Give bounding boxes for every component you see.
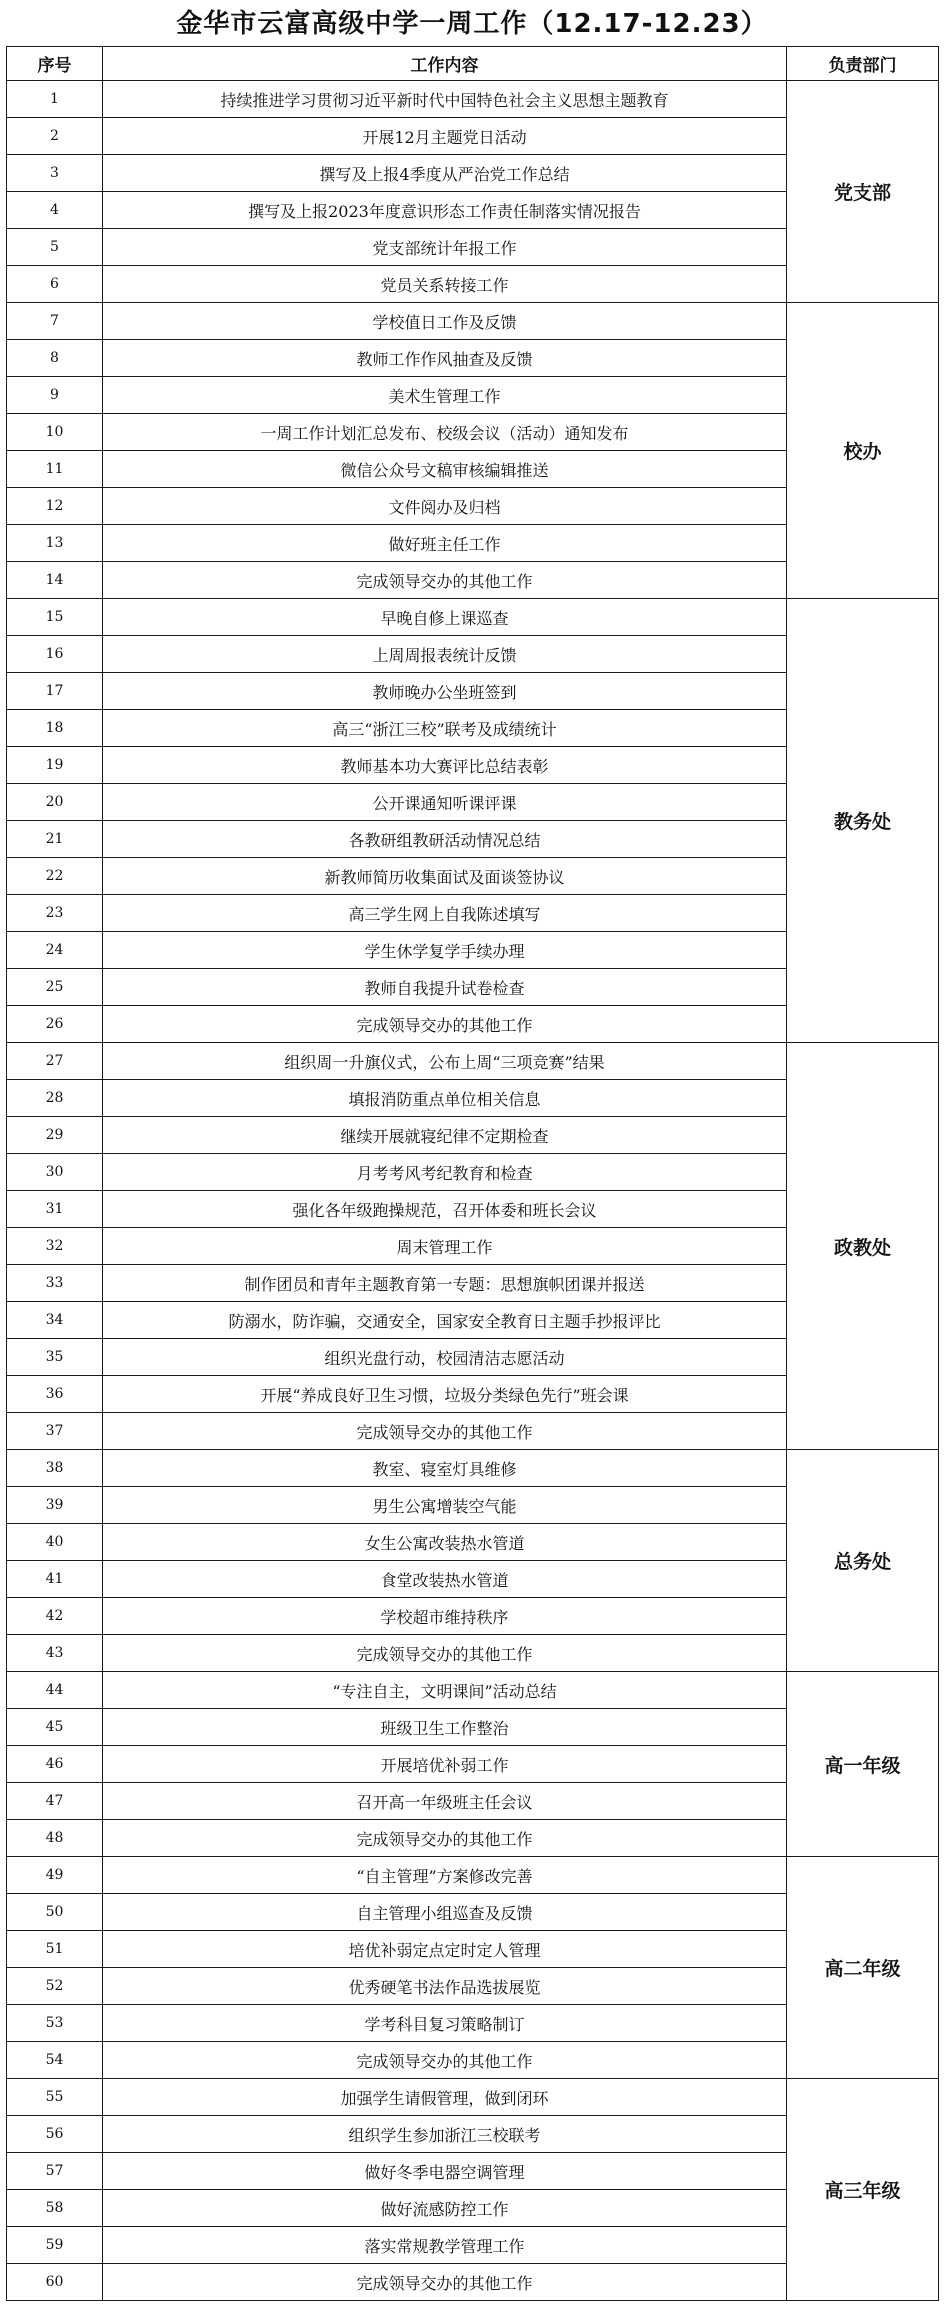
task-cell: 新教师简历收集面试及面谈签协议 [103,858,787,895]
task-cell: 强化各年级跑操规范，召开体委和班长会议 [103,1191,787,1228]
row-number: 38 [7,1450,103,1487]
weekly-work-table [6,46,939,2301]
row-number: 49 [7,1857,103,1894]
row-number: 3 [7,155,103,192]
row-number: 37 [7,1413,103,1450]
task-cell: 班级卫生工作整治 [103,1709,787,1746]
row-number: 13 [7,525,103,562]
task-cell: 填报消防重点单位相关信息 [103,1080,787,1117]
table-row [7,599,939,636]
task-cell: 完成领导交办的其他工作 [103,2264,787,2301]
task-cell: 文件阅办及归档 [103,488,787,525]
task-cell: 加强学生请假管理，做到闭环 [103,2079,787,2116]
row-number: 60 [7,2264,103,2301]
task-cell: 高三学生网上自我陈述填写 [103,895,787,932]
task-cell: 做好冬季电器空调管理 [103,2153,787,2190]
table-row [7,303,939,340]
row-number: 42 [7,1598,103,1635]
row-number: 4 [7,192,103,229]
department-cell: 教务处 [787,599,939,1043]
row-number: 17 [7,673,103,710]
row-number: 21 [7,821,103,858]
task-cell: 学考科目复习策略制订 [103,2005,787,2042]
row-number: 14 [7,562,103,599]
row-number: 34 [7,1302,103,1339]
header-task: 工作内容 [103,47,787,81]
department-cell: 高二年级 [787,1857,939,2079]
row-number: 50 [7,1894,103,1931]
task-cell: 周末管理工作 [103,1228,787,1265]
row-number: 31 [7,1191,103,1228]
row-number: 55 [7,2079,103,2116]
table-row [7,1450,939,1487]
task-cell: 开展12月主题党日活动 [103,118,787,155]
row-number: 15 [7,599,103,636]
task-cell: 优秀硬笔书法作品选拔展览 [103,1968,787,2005]
row-number: 1 [7,81,103,118]
task-cell: 做好流感防控工作 [103,2190,787,2227]
row-number: 20 [7,784,103,821]
header-dept: 负责部门 [787,47,939,81]
task-cell: 培优补弱定点定时定人管理 [103,1931,787,1968]
row-number: 33 [7,1265,103,1302]
task-cell: 撰写及上报2023年度意识形态工作责任制落实情况报告 [103,192,787,229]
task-cell: 美术生管理工作 [103,377,787,414]
row-number: 19 [7,747,103,784]
task-cell: 男生公寓增装空气能 [103,1487,787,1524]
table-row [7,81,939,118]
task-cell: 教师自我提升试卷检查 [103,969,787,1006]
table-row [7,2079,939,2116]
row-number: 25 [7,969,103,1006]
page-title: 金华市云富高级中学一周工作（12.17-12.23） [176,9,768,39]
task-cell: 防溺水，防诈骗，交通安全，国家安全教育日主题手抄报评比 [103,1302,787,1339]
row-number: 16 [7,636,103,673]
row-number: 26 [7,1006,103,1043]
row-number: 28 [7,1080,103,1117]
row-number: 32 [7,1228,103,1265]
task-cell: 党支部统计年报工作 [103,229,787,266]
department-cell: 政教处 [787,1043,939,1450]
row-number: 54 [7,2042,103,2079]
row-number: 44 [7,1672,103,1709]
task-cell: 组织周一升旗仪式，公布上周“三项竞赛”结果 [103,1043,787,1080]
row-number: 56 [7,2116,103,2153]
task-cell: 教师晚办公坐班签到 [103,673,787,710]
row-number: 41 [7,1561,103,1598]
task-cell: 教师工作作风抽查及反馈 [103,340,787,377]
row-number: 48 [7,1820,103,1857]
task-cell: 组织学生参加浙江三校联考 [103,2116,787,2153]
row-number: 45 [7,1709,103,1746]
table-row [7,1857,939,1894]
row-number: 29 [7,1117,103,1154]
task-cell: 上周周报表统计反馈 [103,636,787,673]
task-cell: 撰写及上报4季度从严治党工作总结 [103,155,787,192]
row-number: 36 [7,1376,103,1413]
row-number: 57 [7,2153,103,2190]
task-cell: 各教研组教研活动情况总结 [103,821,787,858]
department-cell: 高三年级 [787,2079,939,2301]
task-cell: 完成领导交办的其他工作 [103,2042,787,2079]
task-cell: 学生休学复学手续办理 [103,932,787,969]
department-cell: 校办 [787,303,939,599]
row-number: 8 [7,340,103,377]
row-number: 9 [7,377,103,414]
row-number: 51 [7,1931,103,1968]
department-cell: 党支部 [787,81,939,303]
row-number: 47 [7,1783,103,1820]
row-number: 43 [7,1635,103,1672]
row-number: 58 [7,2190,103,2227]
task-cell: 完成领导交办的其他工作 [103,1006,787,1043]
task-cell: 开展“养成良好卫生习惯，垃圾分类绿色先行”班会课 [103,1376,787,1413]
row-number: 35 [7,1339,103,1376]
row-number: 27 [7,1043,103,1080]
department-cell: 高一年级 [787,1672,939,1857]
task-cell: 开展培优补弱工作 [103,1746,787,1783]
row-number: 30 [7,1154,103,1191]
row-number: 40 [7,1524,103,1561]
row-number: 7 [7,303,103,340]
header-row [7,47,939,81]
row-number: 52 [7,1968,103,2005]
task-cell: 持续推进学习贯彻习近平新时代中国特色社会主义思想主题教育 [103,81,787,118]
task-cell: 学校超市维持秩序 [103,1598,787,1635]
task-cell: 月考考风考纪教育和检查 [103,1154,787,1191]
row-number: 53 [7,2005,103,2042]
row-number: 18 [7,710,103,747]
row-number: 24 [7,932,103,969]
header-no: 序号 [7,47,103,81]
task-cell: 教师基本功大赛评比总结表彰 [103,747,787,784]
table-row [7,1043,939,1080]
task-cell: 继续开展就寝纪律不定期检查 [103,1117,787,1154]
row-number: 23 [7,895,103,932]
row-number: 22 [7,858,103,895]
task-cell: 完成领导交办的其他工作 [103,1635,787,1672]
row-number: 11 [7,451,103,488]
table-body [7,81,939,2301]
task-cell: 女生公寓改装热水管道 [103,1524,787,1561]
task-cell: “专注自主，文明课间”活动总结 [103,1672,787,1709]
task-cell: 完成领导交办的其他工作 [103,1413,787,1450]
row-number: 5 [7,229,103,266]
task-cell: “自主管理”方案修改完善 [103,1857,787,1894]
task-cell: 一周工作计划汇总发布、校级会议（活动）通知发布 [103,414,787,451]
task-cell: 教室、寝室灯具维修 [103,1450,787,1487]
task-cell: 微信公众号文稿审核编辑推送 [103,451,787,488]
row-number: 10 [7,414,103,451]
task-cell: 完成领导交办的其他工作 [103,1820,787,1857]
table-row [7,1672,939,1709]
row-number: 6 [7,266,103,303]
row-number: 46 [7,1746,103,1783]
row-number: 12 [7,488,103,525]
task-cell: 党员关系转接工作 [103,266,787,303]
task-cell: 制作团员和青年主题教育第一专题：思想旗帜团课并报送 [103,1265,787,1302]
task-cell: 做好班主任工作 [103,525,787,562]
task-cell: 早晚自修上课巡查 [103,599,787,636]
department-cell: 总务处 [787,1450,939,1672]
task-cell: 落实常规教学管理工作 [103,2227,787,2264]
task-cell: 召开高一年级班主任会议 [103,1783,787,1820]
task-cell: 公开课通知听课评课 [103,784,787,821]
row-number: 2 [7,118,103,155]
task-cell: 自主管理小组巡查及反馈 [103,1894,787,1931]
task-cell: 食堂改装热水管道 [103,1561,787,1598]
task-cell: 组织光盘行动，校园清洁志愿活动 [103,1339,787,1376]
task-cell: 高三“浙江三校”联考及成绩统计 [103,710,787,747]
task-cell: 学校值日工作及反馈 [103,303,787,340]
row-number: 39 [7,1487,103,1524]
row-number: 59 [7,2227,103,2264]
task-cell: 完成领导交办的其他工作 [103,562,787,599]
